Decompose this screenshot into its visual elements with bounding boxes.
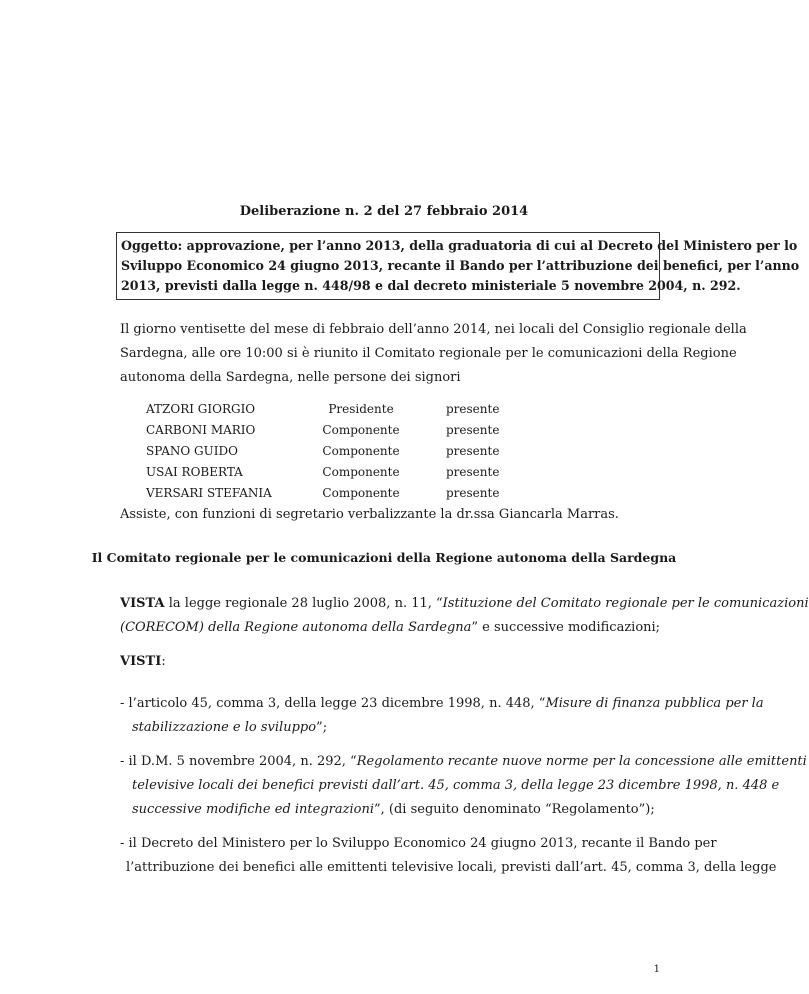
- member-name: CARBONI MARIO: [146, 423, 256, 437]
- intro-line: Il giorno ventisette del mese di febbraio dell’anno 2014, nei locali del Consiglio regionale della: [120, 322, 747, 337]
- intro-paragraph: [120, 318, 747, 390]
- member-role: Componente: [322, 423, 400, 437]
- member-status: presente: [446, 444, 500, 458]
- member-role: Componente: [322, 444, 400, 458]
- member-role: Componente: [322, 486, 400, 500]
- page-number: 1: [653, 964, 660, 975]
- member-status: presente: [446, 423, 500, 437]
- member-status: presente: [446, 402, 500, 416]
- members-table: [146, 402, 566, 507]
- member-row: [146, 444, 566, 465]
- vista-label: VISTA: [120, 596, 165, 611]
- member-name: VERSARI STEFANIA: [146, 486, 272, 500]
- member-row: [146, 465, 566, 486]
- committee-heading: Il Comitato regionale per le comunicazioni della Regione autonoma della Sardegna: [91, 550, 677, 565]
- member-status: presente: [446, 465, 500, 479]
- member-name: ATZORI GIORGIO: [146, 402, 256, 416]
- member-role: Componente: [322, 465, 400, 479]
- list-item: - il Decreto del Ministero per lo Sviluppo Economico 24 giugno 2013, recante il Bando per l’attribuzione dei benefici alle emittenti televisive locali, previsti dall’art. 45, comma 3, della legge: [120, 836, 777, 875]
- list-item: - l’articolo 45, comma 3, della legge 23 dicembre 1998, n. 448, “Misure di finanza pubblica per la stabilizzazione e lo sviluppo”;: [120, 696, 764, 735]
- vista-line: VISTA la legge regionale 28 luglio 2008, n. 11, “Istituzione del Comitato regionale per le comunicazioni: [120, 596, 809, 611]
- vista-line: (CORECOM) della Regione autonoma della Sardegna” e successive modificazioni;: [120, 620, 661, 635]
- page-title: Deliberazione n. 2 del 27 febbraio 2014: [239, 204, 529, 219]
- list-item: - il D.M. 5 novembre 2004, n. 292, “Regolamento recante nuove norme per la concessione alle emittenti televisive locali dei benefici previsti dall’art. 45, comma 3, della legge 23 dicembre 1998, n. 448 e successive modifiche ed integrazioni”, (di seguito denominato “Regolamento”);: [120, 754, 807, 817]
- member-row: [146, 486, 566, 507]
- intro-line: Sardegna, alle ore 10:00 si è riunito il Comitato regionale per le comunicazioni della Regione: [120, 346, 737, 361]
- subject-box: [116, 232, 800, 300]
- intro-line: autonoma della Sardegna, nelle persone dei signori: [120, 370, 461, 385]
- subject-line: Oggetto: approvazione, per l’anno 2013, della graduatoria di cui al Decreto del Ministero per lo: [121, 238, 798, 253]
- visti-label: VISTI:: [120, 654, 166, 669]
- subject-line: Sviluppo Economico 24 giugno 2013, recante il Bando per l’attribuzione dei benefici, per l’anno: [121, 258, 800, 273]
- member-row: [146, 423, 566, 444]
- member-row: [146, 402, 566, 423]
- member-status: presente: [446, 486, 500, 500]
- subject-line: 2013, previsti dalla legge n. 448/98 e dal decreto ministeriale 5 novembre 2004, n. 292.: [121, 278, 741, 293]
- member-role: Presidente: [328, 402, 394, 416]
- member-name: USAI ROBERTA: [146, 465, 243, 479]
- vista-paragraph: [120, 592, 809, 640]
- secretary-note: Assiste, con funzioni di segretario verbalizzante la dr.ssa Giancarla Marras.: [120, 507, 619, 522]
- member-name: SPANO GUIDO: [146, 444, 238, 458]
